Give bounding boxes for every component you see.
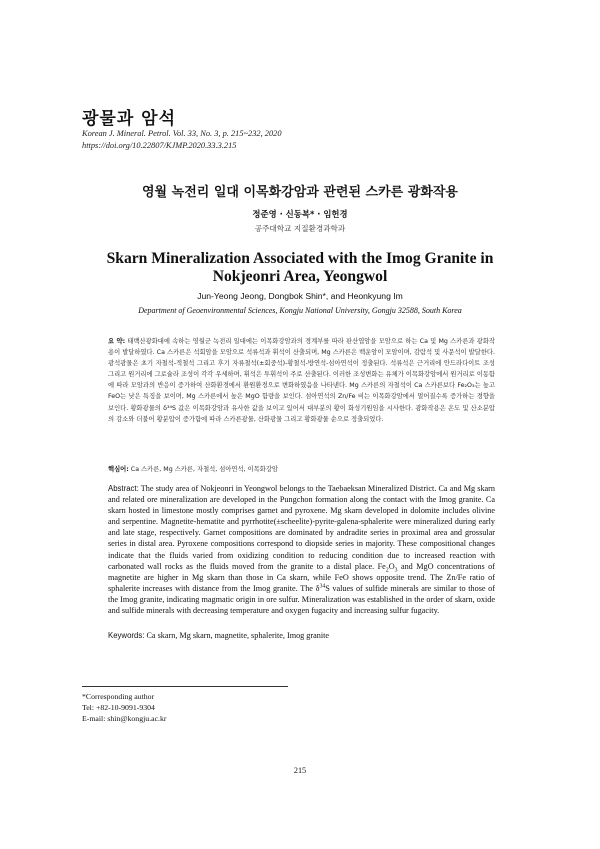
abstract-en	[108, 483, 495, 616]
paper-title-en-line1: Skarn Mineralization Associated with the Imog Granite in	[106, 250, 494, 267]
paper-title-en	[80, 250, 520, 286]
affiliation-en: Department of Geoenvironmental Sciences, Kongju National University, Gongju 32588, South Korea	[138, 306, 462, 315]
keywords-kr-label: 핵심어:	[108, 466, 129, 473]
abstract-en-label: Abstract:	[108, 484, 139, 493]
footnote	[82, 691, 166, 724]
abstract-en-text-1: The study area of Nokjeonri in Yeongwol belongs to the Taebaeksan Mineralized District. Ca and Mg skarn and related ore mineralization are developed in the Pungchon formation along the contact with the Imog granite. Ca skarn hosted in limestone mostly comprises garnet and pyroxene. Mg skarn developed in dolomite includes olivine and serpentine. Magnetite-hematite and pyrrhotite(±scheelite)-pyrite-galena-sphalerite were mineralized during early and late stage, respectively. Garnet compositions are dominated by andradite series in proximal area and grossular series in distal area. Pyroxene compositions correspond to diopside series in majority. These compositional changes indicate that the fluids varied from oxidizing condition to reducing condition due to increased reaction with carbonated wall rocks as the fluids moved from the granite to a distal place. Fe	[108, 484, 495, 571]
abstract-kr-text: 태백산광화대에 속하는 영월군 녹전리 일대에는 이목화강암과의 경계부를 따라 판산엽암을 모암으로 하는 Ca 및 Mg 스카른과 광화작용이 발달하였다. Ca 스카른은 석회암을 모암으로 석류석과 휘석이 산출되며, Mg 스카른은 백운암이 모암이며, 감람석 및 사문석이 발달한다. 광석광물은 초기 자철석-적철석 그리고 후기 자류철석(±회중석)-황철석-방연석-섬아연석이 정출된다. 석류석은 근거리에 안드라다이트 조성 그리고 원거리에 그로슐라 조성이 각각 우세하며, 휘석은 투휘석이 주로 산출된다. 이러한 조성변화는 유체가 이목화강암에서 원거리로 이동함에 따라 모암과의 반응이 증가하여 산화환경에서 환원환경으로 변화하였음을 나타낸다. Mg 스카른의 자철석이 Ca 스카른보다 Fe₂O₃는 높고 FeO는 낮은 특징을 보이며, Mg 스카른에서 높은 MgO 함량을 보인다. 섬아연석의 Zn/Fe 비는 이목화강암에서 멀어질수록 증가하는 경향을 보인다. 황화광물의 δ³⁴S 값은 이목화강암과 유사한 값을 보이고 있어서 대부분의 황이 화성기원임을 시사한다. 광화작용은 온도 및 산소분압의 감소와 더불어 황분압이 증가함에 따라 스카른광물, 산화광물 그리고 황화광물 순으로 정출되었다.	[108, 338, 496, 423]
keywords-kr	[108, 464, 495, 473]
fe2o3-subscript-1: 2	[385, 567, 389, 574]
journal-doi[interactable]: https://doi.org/10.22807/KJMP.2020.33.3.215	[82, 140, 237, 150]
abstract-en-text-2: and MgO concentrations of magnetite are higher in Mg skarn than those in Ca skarn, while FeO shows opposite trend. The Zn/Fe ratio of sphalerite increases with distance from the Imog granite. The δ	[108, 561, 495, 593]
fe2o3-mid: O	[388, 561, 395, 571]
authors-kr: 정준영 · 신동복* · 임헌경	[252, 209, 348, 219]
page-number: 215	[293, 766, 307, 775]
journal-name-kr: 광물과 암석	[82, 109, 177, 129]
footnote-tel: Tel: +82-10-9091-9304	[82, 703, 155, 712]
d34s-superscript: 34	[319, 583, 326, 590]
footnote-email[interactable]: E-mail: shin@kongju.ac.kr	[82, 714, 167, 723]
paper-title-en-line2: Nokjeonri Area, Yeongwol	[212, 268, 388, 285]
footnote-corresponding: *Corresponding author	[82, 692, 155, 701]
keywords-kr-text: Ca 스카른, Mg 스카른, 자철석, 섬아연석, 이목화강암	[130, 466, 278, 473]
journal-citation: Korean J. Mineral. Petrol. Vol. 33, No. 3, p. 215~232, 2020	[82, 129, 282, 138]
paper-title-kr: 영월 녹전리 일대 이목화강암과 관련된 스카른 광화작용	[142, 185, 458, 200]
journal-citation-block	[82, 128, 282, 151]
abstract-kr	[108, 336, 495, 425]
fe2o3-subscript-2: 3	[394, 567, 398, 574]
authors-en: Jun-Yeong Jeong, Dongbok Shin*, and Heonkyung Im	[197, 291, 403, 301]
abstract-en-text-3: S values of sulfide minerals are similar to those of the Imog granite, indicating magmatic origin in ore sulfur. Mineralization was established in the order of skarn, oxide and sulfide minerals with decreasing temperature and oxygen fugacity and increasing sulfur fugacity.	[108, 583, 495, 616]
keywords-en-text: Ca skarn, Mg skarn, magnetite, sphalerite, Imog granite	[146, 631, 330, 640]
abstract-kr-label: 요 약:	[108, 338, 126, 345]
keywords-en	[108, 631, 495, 640]
keywords-en-label: Keywords:	[108, 631, 145, 640]
affiliation-kr: 공주대학교 지질환경과학과	[254, 224, 346, 233]
footnote-divider	[82, 686, 288, 687]
